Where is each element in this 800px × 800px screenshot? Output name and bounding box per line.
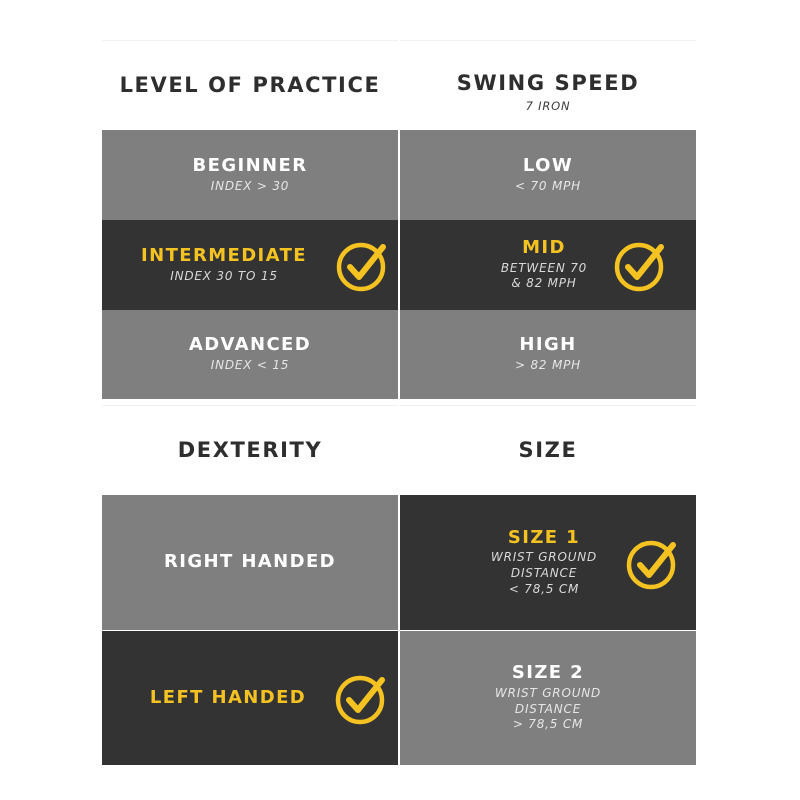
option-sublabel: WRIST GROUND — [490, 550, 598, 565]
header-level-of-practice — [102, 40, 398, 130]
header-row-bottom — [102, 405, 696, 495]
header-dexterity — [102, 405, 398, 495]
option-label: ADVANCED — [188, 334, 312, 356]
option-row-4 — [102, 495, 696, 630]
section-subtitle-swing: 7 IRON — [525, 98, 571, 113]
option-left-handed[interactable] — [102, 631, 398, 765]
section-title-dexterity: DEXTERITY — [177, 437, 323, 462]
selection-grid — [102, 40, 696, 765]
option-low[interactable] — [400, 130, 696, 220]
option-sublabel: BETWEEN 70 — [500, 260, 588, 275]
header-row-top — [102, 40, 696, 130]
option-sublabel: > 82 MPH — [515, 358, 581, 373]
option-row-3 — [102, 310, 696, 399]
check-circle-icon — [613, 237, 669, 293]
option-label: INTERMEDIATE — [141, 244, 307, 266]
option-row-5 — [102, 631, 696, 765]
option-label: LEFT HANDED — [149, 686, 307, 708]
option-row-1 — [102, 130, 696, 220]
option-label: RIGHT HANDED — [164, 551, 336, 573]
option-advanced[interactable] — [102, 310, 398, 399]
header-size — [400, 405, 696, 495]
check-circle-icon — [335, 237, 391, 293]
option-sublabel: < 70 MPH — [515, 178, 581, 193]
option-row-2 — [102, 220, 696, 310]
header-swing-speed — [400, 40, 696, 130]
option-sublabel-line2: & 82 MPH — [511, 276, 577, 291]
option-intermediate[interactable] — [102, 220, 398, 310]
option-label: MID — [522, 237, 566, 259]
option-right-handed[interactable] — [102, 495, 398, 630]
option-size-1[interactable] — [400, 495, 696, 630]
option-mid[interactable] — [400, 220, 696, 310]
option-sublabel: INDEX > 30 — [210, 178, 290, 193]
option-label: HIGH — [519, 334, 577, 356]
option-sublabel: INDEX < 15 — [210, 358, 290, 373]
section-title-practice: LEVEL OF PRACTICE — [119, 72, 381, 97]
option-label: LOW — [522, 154, 574, 176]
check-circle-icon — [625, 535, 681, 591]
option-size-2[interactable] — [400, 631, 696, 765]
option-label: SIZE 2 — [511, 662, 585, 684]
option-sublabel: INDEX 30 TO 15 — [170, 268, 278, 283]
option-sublabel-line3: > 78,5 CM — [512, 717, 584, 732]
option-sublabel-line2: DISTANCE — [514, 701, 582, 716]
option-sublabel: WRIST GROUND — [494, 685, 602, 700]
option-sublabel-line2: DISTANCE — [510, 566, 578, 581]
option-beginner[interactable] — [102, 130, 398, 220]
check-circle-icon — [334, 670, 390, 726]
section-title-swing: SWING SPEED — [456, 71, 640, 96]
section-title-size: SIZE — [518, 437, 578, 462]
option-sublabel-line3: < 78,5 CM — [508, 581, 580, 596]
option-label: SIZE 1 — [507, 526, 581, 548]
option-label: BEGINNER — [192, 154, 308, 176]
option-high[interactable] — [400, 310, 696, 399]
